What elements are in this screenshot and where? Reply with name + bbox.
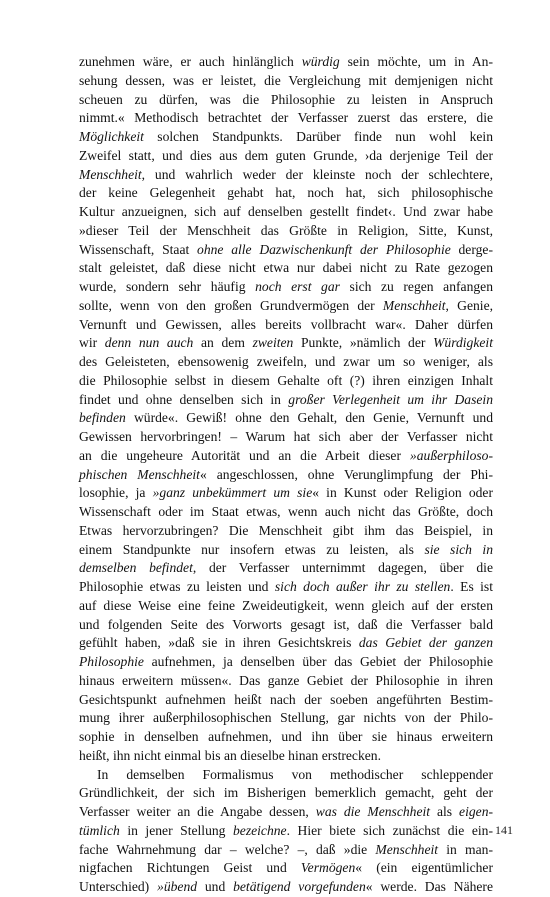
text-line: [79, 428, 493, 447]
text-line: [79, 278, 493, 297]
text-run: Vernunft und Gewissen, alles bereits vollbracht war«. Daher dürfen: [79, 316, 493, 332]
italic-text-run: Menschheit: [375, 841, 439, 857]
text-run: , Genie,: [445, 297, 493, 313]
italic-text-run: eigen-: [459, 804, 494, 819]
text-run: solchen Standpunkts. Darüber finde nun wohl kein: [143, 129, 493, 144]
text-line: [79, 128, 493, 147]
text-run: Philosophie etwas zu leisten und: [79, 579, 275, 594]
text-run: Unterschied): [79, 879, 158, 894]
text-run: wir: [79, 335, 105, 351]
book-page: [79, 53, 493, 897]
text-line: [79, 53, 493, 72]
text-line: [79, 728, 493, 747]
text-line: [79, 409, 493, 428]
italic-text-run: das Gebiet der ganzen: [358, 635, 493, 651]
text-line: [79, 184, 493, 203]
text-run: « werde. Das Nähere: [365, 879, 493, 894]
italic-text-run: tümlich: [79, 822, 120, 838]
italic-text-run: was die Menschheit: [315, 804, 431, 819]
text-line: [79, 559, 493, 578]
text-line: [79, 334, 493, 353]
text-run: Verfasser weiter an die Angabe dessen,: [79, 804, 316, 819]
text-run: sehung dessen, was er leistet, die Vergleichung mit demjenigen nicht: [79, 72, 493, 88]
text-run: einem Standpunkte nur insofern etwas zu leisten, als: [79, 541, 425, 557]
italic-text-run: bezeichne: [233, 822, 287, 838]
text-line: [79, 859, 493, 878]
text-line: [79, 822, 493, 841]
text-run: und folgenden Seite des Vorworts gesagt ist, daß die Verfasser bald: [79, 616, 493, 632]
italic-text-run: ohne alle Dazwischenkunft der Philosophie: [197, 241, 451, 257]
italic-text-run: betätigend vorgefunden: [233, 879, 366, 894]
text-run: »dieser Teil der Menschheit das Größte in Religion, Sitte, Kunst,: [79, 222, 493, 238]
italic-text-run: »ganz unbekümmert um sie: [152, 485, 313, 501]
italic-text-run: Philosophie: [79, 654, 144, 669]
italic-text-run: befinden: [79, 410, 126, 426]
text-line: [79, 503, 493, 522]
text-line: [79, 672, 493, 691]
text-run: , der Verfasser unternimmt dagegen, über die: [192, 560, 493, 576]
text-run: gefühlt haben, »daß sie in ihren Gesichtskreis: [79, 635, 359, 651]
italic-text-run: Vermögen: [300, 860, 356, 876]
text-line: [79, 709, 493, 728]
text-run: auf diese Weise eine feine Zweideutigkeit, wenn gleich auf der ersten: [79, 597, 493, 613]
text-run: als: [430, 804, 460, 819]
italic-text-run: Würdigkeit: [433, 335, 493, 351]
text-run: der keine Gelegenheit gehabt hat, noch hat, sich philosophische: [79, 185, 493, 201]
text-line: [79, 578, 493, 597]
text-run: mung ihrer außerphilosophischen Stellung, gar nichts von der Philo-: [79, 710, 493, 726]
text-run: des Geleisteten, ebensowenig zweifeln, und zwar um so weniger, als: [79, 354, 493, 369]
text-run: scheuen zu dürfen, was die Philosophie zu leisten in Anspruch: [79, 91, 493, 107]
text-run: in man-: [438, 841, 493, 857]
text-run: « in Kunst oder Religion oder: [312, 485, 493, 501]
text-run: , und wahrlich weder der kleinste noch der schlechtere,: [141, 166, 493, 182]
text-run: derge-: [450, 241, 493, 257]
text-run: sich zu regen anfangen: [339, 279, 493, 294]
text-run: zunehmen wäre, er auch hinlänglich: [79, 54, 302, 69]
text-run: findet und ohne denselben sich in: [79, 391, 289, 407]
text-run: losophie, ja: [79, 485, 153, 501]
text-run: « (ein eigentümlicher: [355, 860, 493, 876]
text-line: [79, 372, 493, 391]
text-run: Zweifel statt, und dies aus dem guten Grunde, ›da derjenige Teil der: [79, 147, 493, 163]
text-line: [79, 747, 493, 766]
text-run: Wissenschaft oder im Staat etwas, wenn auch nicht das Größte, doch: [79, 504, 493, 519]
text-run: die Philosophie selbst in diesem Gehalte oft (?) ihren einzigen Inhalt: [79, 372, 493, 388]
text-run: nigfachen Richtungen Geist und: [79, 860, 301, 876]
text-line: [79, 222, 493, 241]
text-run: heißt, ihn nicht einmal bis an dieselbe hinan erstrecken.: [79, 747, 381, 763]
text-line: [79, 803, 493, 822]
text-line: [79, 541, 493, 560]
text-line: [79, 653, 493, 672]
text-run: sein möchte, um in An-: [339, 54, 493, 69]
text-line: [79, 109, 493, 128]
text-line: [79, 259, 493, 278]
text-line: [79, 147, 493, 166]
text-run: fache Wahrnehmung dar – welche? –, daß »die: [79, 841, 376, 857]
text-run: . Hier biete sich zunächst die ein-: [286, 822, 493, 838]
text-run: sollte, wenn von den großen Grundvermögen der: [79, 297, 383, 313]
text-line: [79, 784, 493, 803]
text-run: Wissenschaft, Staat: [79, 241, 198, 257]
text-run: und: [197, 879, 234, 894]
italic-text-run: zweiten: [252, 335, 294, 351]
text-run: In demselben Formalismus von methodischer schleppender: [97, 766, 493, 782]
text-run: Kultur anzueignen, sich auf denselben gestellt findet‹. Und zwar habe: [79, 204, 493, 219]
text-run: Etwas hervorzubringen? Die Menschheit gibt ihm das Beispiel, in: [79, 522, 493, 538]
text-run: Gründlichkeit, der sich im Bisherigen bemerklich gemacht, geht der: [79, 785, 493, 801]
text-line: [79, 353, 493, 372]
text-line: [79, 391, 493, 410]
italic-text-run: »übend: [157, 879, 198, 894]
italic-text-run: demselben befindet: [79, 560, 193, 576]
text-line: [79, 484, 493, 503]
text-run: an dem: [193, 335, 253, 351]
text-line: [79, 634, 493, 653]
text-line: [79, 72, 493, 91]
text-line: [79, 691, 493, 710]
text-line: [79, 316, 493, 335]
text-run: in jener Stellung: [119, 822, 233, 838]
italic-text-run: würdig: [301, 54, 340, 69]
text-line: [79, 597, 493, 616]
italic-text-run: sich doch außer ihr zu stellen: [274, 579, 451, 594]
paragraph: [79, 53, 493, 766]
italic-text-run: noch erst gar: [255, 279, 340, 294]
text-line: [79, 766, 493, 785]
text-run: . Es ist: [450, 579, 493, 594]
italic-text-run: Menschheit: [382, 297, 446, 313]
text-line: [79, 91, 493, 110]
text-run: würde«. Gewiß! ohne den Gehalt, den Genie, Vernunft und: [125, 410, 493, 426]
text-line: [79, 841, 493, 860]
text-line: [79, 241, 493, 260]
text-run: « angeschlossen, ohne Verunglimpfung der Phi-: [199, 466, 493, 482]
text-line: [79, 203, 493, 222]
text-line: [79, 166, 493, 185]
text-run: stalt geleistet, daß diese nicht etwa nur dabei nicht zu Rate gezogen: [79, 260, 493, 276]
italic-text-run: »außerphiloso-: [409, 447, 493, 463]
text-run: sophie in denselben aufnehmen, und ihn über sie hinaus erweitern: [79, 729, 493, 744]
text-line: [79, 522, 493, 541]
text-run: Gesichtspunkt aufnehmen heißt nach der soeben angeführten Bestim-: [79, 691, 493, 707]
paragraph: [79, 766, 493, 897]
text-run: Punkte, »nämlich der: [293, 335, 434, 351]
italic-text-run: großer Verlegenheit um ihr Dasein: [288, 391, 493, 407]
text-run: nimmt.« Methodisch betrachtet der Verfasser zuerst das erstere, die: [79, 110, 493, 126]
italic-text-run: denn nun auch: [104, 335, 194, 351]
page-number: 141: [495, 823, 513, 837]
italic-text-run: Möglichkeit: [79, 129, 144, 144]
text-run: an die ungeheure Autorität und an die Arbeit dieser: [79, 447, 410, 463]
italic-text-run: sie sich in: [424, 541, 494, 557]
text-line: [79, 447, 493, 466]
text-run: wurde, sondern sehr häufig: [79, 279, 256, 294]
text-line: [79, 878, 493, 897]
text-run: aufnehmen, ja denselben über das Gebiet der Philosophie: [143, 654, 493, 669]
italic-text-run: phischen Menschheit: [79, 466, 200, 482]
text-run: hinaus erweitern müssen«. Das ganze Gebiet der Philosophie in ihren: [79, 672, 493, 688]
text-run: Gewissen hervorbringen! – Warum hat sich aber der Verfasser nicht: [79, 429, 493, 444]
text-line: [79, 616, 493, 635]
italic-text-run: Menschheit: [79, 166, 142, 182]
text-line: [79, 466, 493, 485]
text-line: [79, 297, 493, 316]
